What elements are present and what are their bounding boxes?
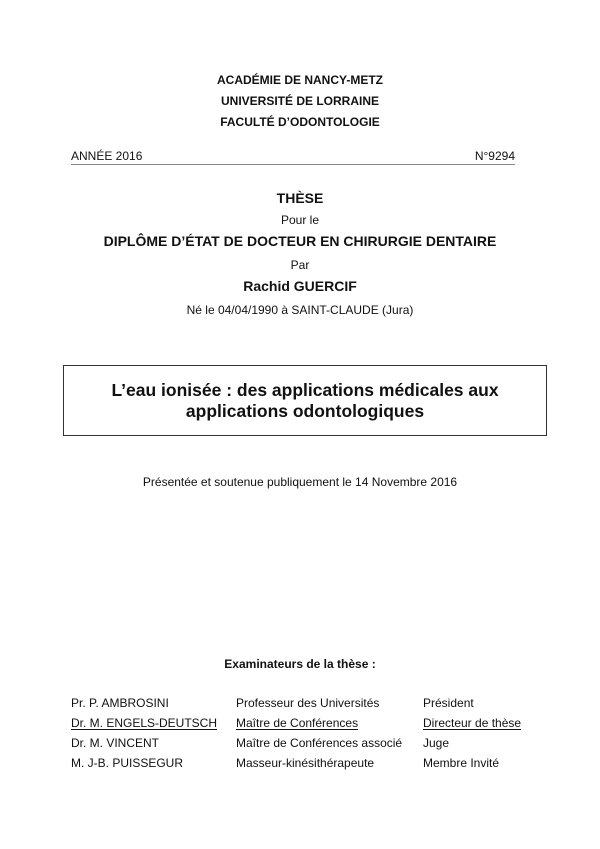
examiner-role: Membre Invité [423,756,500,770]
year: ANNÉE 2016 [71,149,143,163]
examiner-role: Juge [423,736,450,750]
by-label: Par [290,258,310,272]
defense-date: Présentée et soutenue publiquement le 14 Novembre 2016 [142,475,458,489]
examiner-name: Pr. P. AMBROSINI [71,696,169,710]
examiner-title: Masseur-kinésithérapeute [236,756,375,770]
examiner-title: Maître de Conférences [236,716,359,730]
examiner-name: M. J-B. PUISSEGUR [71,756,184,770]
thesis-heading: THÈSE [276,190,324,206]
examiner-name: Dr. M. VINCENT [71,736,160,750]
examiner-title: Maître de Conférences associé [236,736,403,750]
examiner-role: Directeur de thèse [423,716,522,730]
diploma-name: DIPLÔME D’ÉTAT DE DOCTEUR EN CHIRURGIE DENTAIRE [103,233,497,249]
examiners-heading: Examinateurs de la thèse : [224,657,376,671]
university-name: UNIVERSITÉ DE LORRAINE [220,94,379,108]
academy-name: ACADÉMIE DE NANCY-METZ [216,73,383,87]
examiner-role: Président [423,696,474,710]
examiner-title: Professeur des Universités [236,696,380,710]
thesis-title-line-2: applications odontologiques [185,400,425,421]
author-name: Rachid GUERCIF [243,278,357,294]
year-line [71,149,515,165]
examiner-name: Dr. M. ENGELS-DEUTSCH [71,716,218,730]
thesis-title-line-1: L’eau ionisée : des applications médicales aux [111,379,499,400]
thesis-number: N°9294 [474,149,515,163]
faculty-name: FACULTÉ D’ODONTOLOGIE [220,115,380,129]
thesis-title-box [63,365,547,436]
birth-info: Né le 04/04/1990 à SAINT-CLAUDE (Jura) [186,303,414,317]
for-label: Pour le [280,213,320,227]
